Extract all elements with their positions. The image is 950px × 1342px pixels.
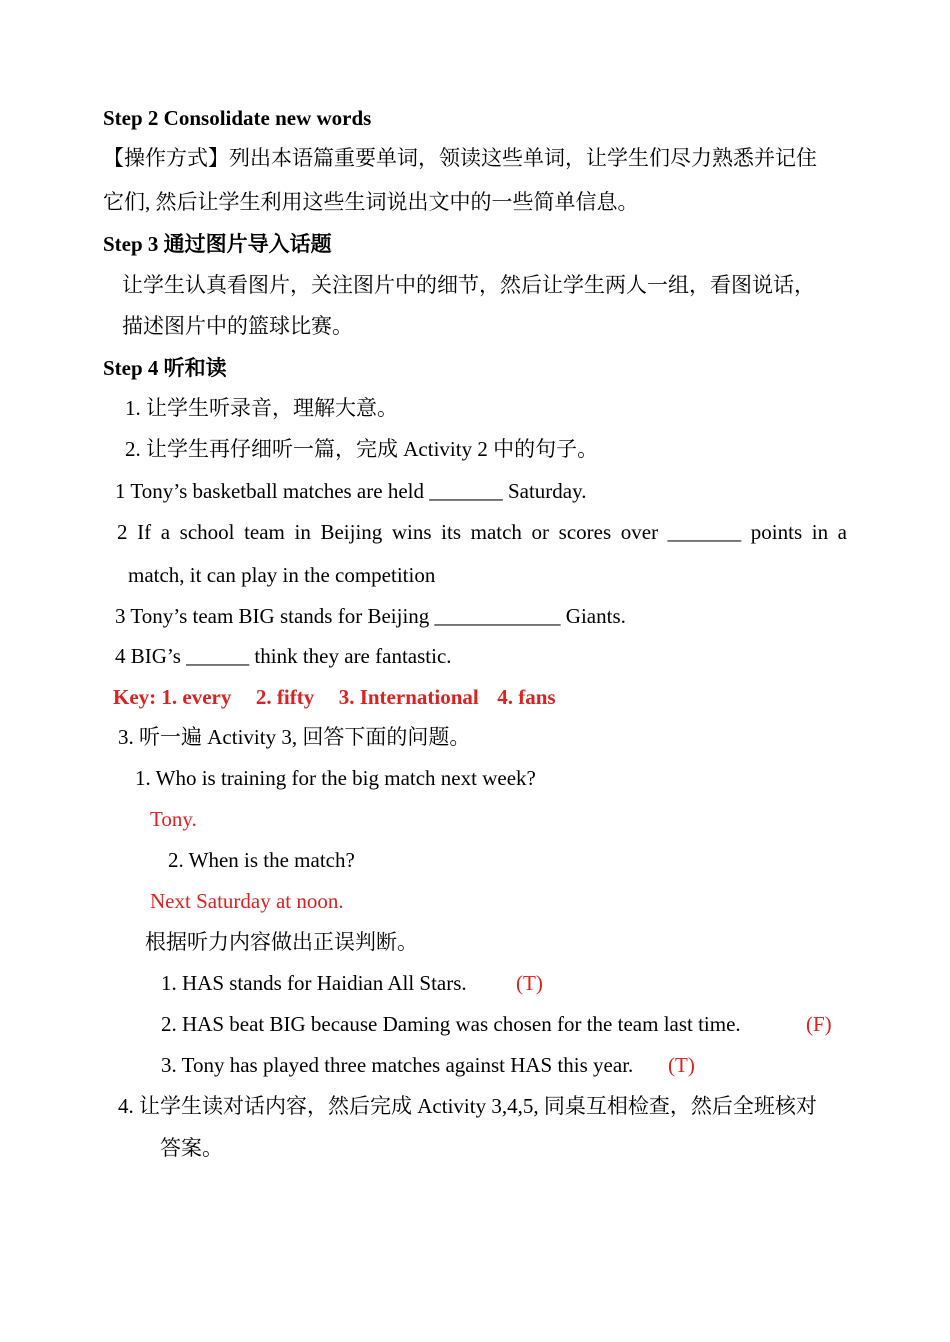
tf-item-1: 1. HAS stands for Haidian All Stars. (161, 971, 467, 995)
step3-paragraph-line2: 描述图片中的篮球比赛。 (122, 314, 353, 338)
answer-key-3: 3. International (338, 685, 479, 709)
step4-item3: 3. 听一遍 Activity 3, 回答下面的问题。 (118, 725, 471, 749)
step2-paragraph-line1: 【操作方式】列出本语篇重要单词，领读这些单词，让学生们尽力熟悉并记住 (103, 146, 817, 170)
step3-paragraph-line1: 让学生认真看图片，关注图片中的细节，然后让学生两人一组，看图说话， (122, 273, 815, 297)
answer-key-2: 2. fifty (255, 685, 315, 709)
step4-item1: 1. 让学生听录音，理解大意。 (125, 396, 398, 420)
step4-item4-line2: 答案。 (160, 1136, 223, 1160)
step4-item4-line1: 4. 让学生读对话内容，然后完成 Activity 3,4,5, 同桌互相检查，然后全班核对 (118, 1094, 817, 1118)
question-1: 1. Who is training for the big match next week? (135, 766, 536, 790)
step3-heading: Step 3 通过图片导入话题 (103, 232, 332, 256)
tf-mark-1: (T) (516, 971, 543, 995)
tf-mark-3: (T) (668, 1053, 695, 1077)
true-false-intro: 根据听力内容做出正误判断。 (145, 930, 418, 954)
answer-key-4: 4. fans (497, 685, 556, 709)
question-2: 2. When is the match? (168, 848, 355, 872)
step4-item2: 2. 让学生再仔细听一篇，完成 Activity 2 中的句子。 (125, 437, 599, 461)
sentence-2-continuation: match, it can play in the competition (128, 563, 436, 587)
sentence-4: 4 BIG’s ______ think they are fantastic. (115, 644, 452, 668)
sentence-1: 1 Tony’s basketball matches are held _______ Saturday. (115, 479, 587, 503)
step2-heading: Step 2 Consolidate new words (103, 106, 372, 130)
step4-heading: Step 4 听和读 (103, 356, 227, 380)
answer-key (113, 683, 556, 711)
answer-key-label: Key: (113, 685, 157, 709)
answer-1: Tony. (150, 807, 197, 831)
tf-item-2: 2. HAS beat BIG because Daming was chosen for the team last time. (161, 1012, 741, 1036)
tf-mark-2: (F) (806, 1012, 832, 1036)
sentence-2: 2 If a school team in Beijing wins its match or scores over _______ points in a (117, 520, 847, 544)
sentence-3: 3 Tony’s team BIG stands for Beijing ____________ Giants. (115, 604, 626, 628)
tf-item-3: 3. Tony has played three matches against HAS this year. (161, 1053, 634, 1077)
answer-2: Next Saturday at noon. (150, 889, 344, 913)
step2-paragraph-line2: 它们, 然后让学生利用这些生词说出文中的一些简单信息。 (103, 190, 639, 214)
answer-key-1: 1. every (161, 685, 232, 709)
